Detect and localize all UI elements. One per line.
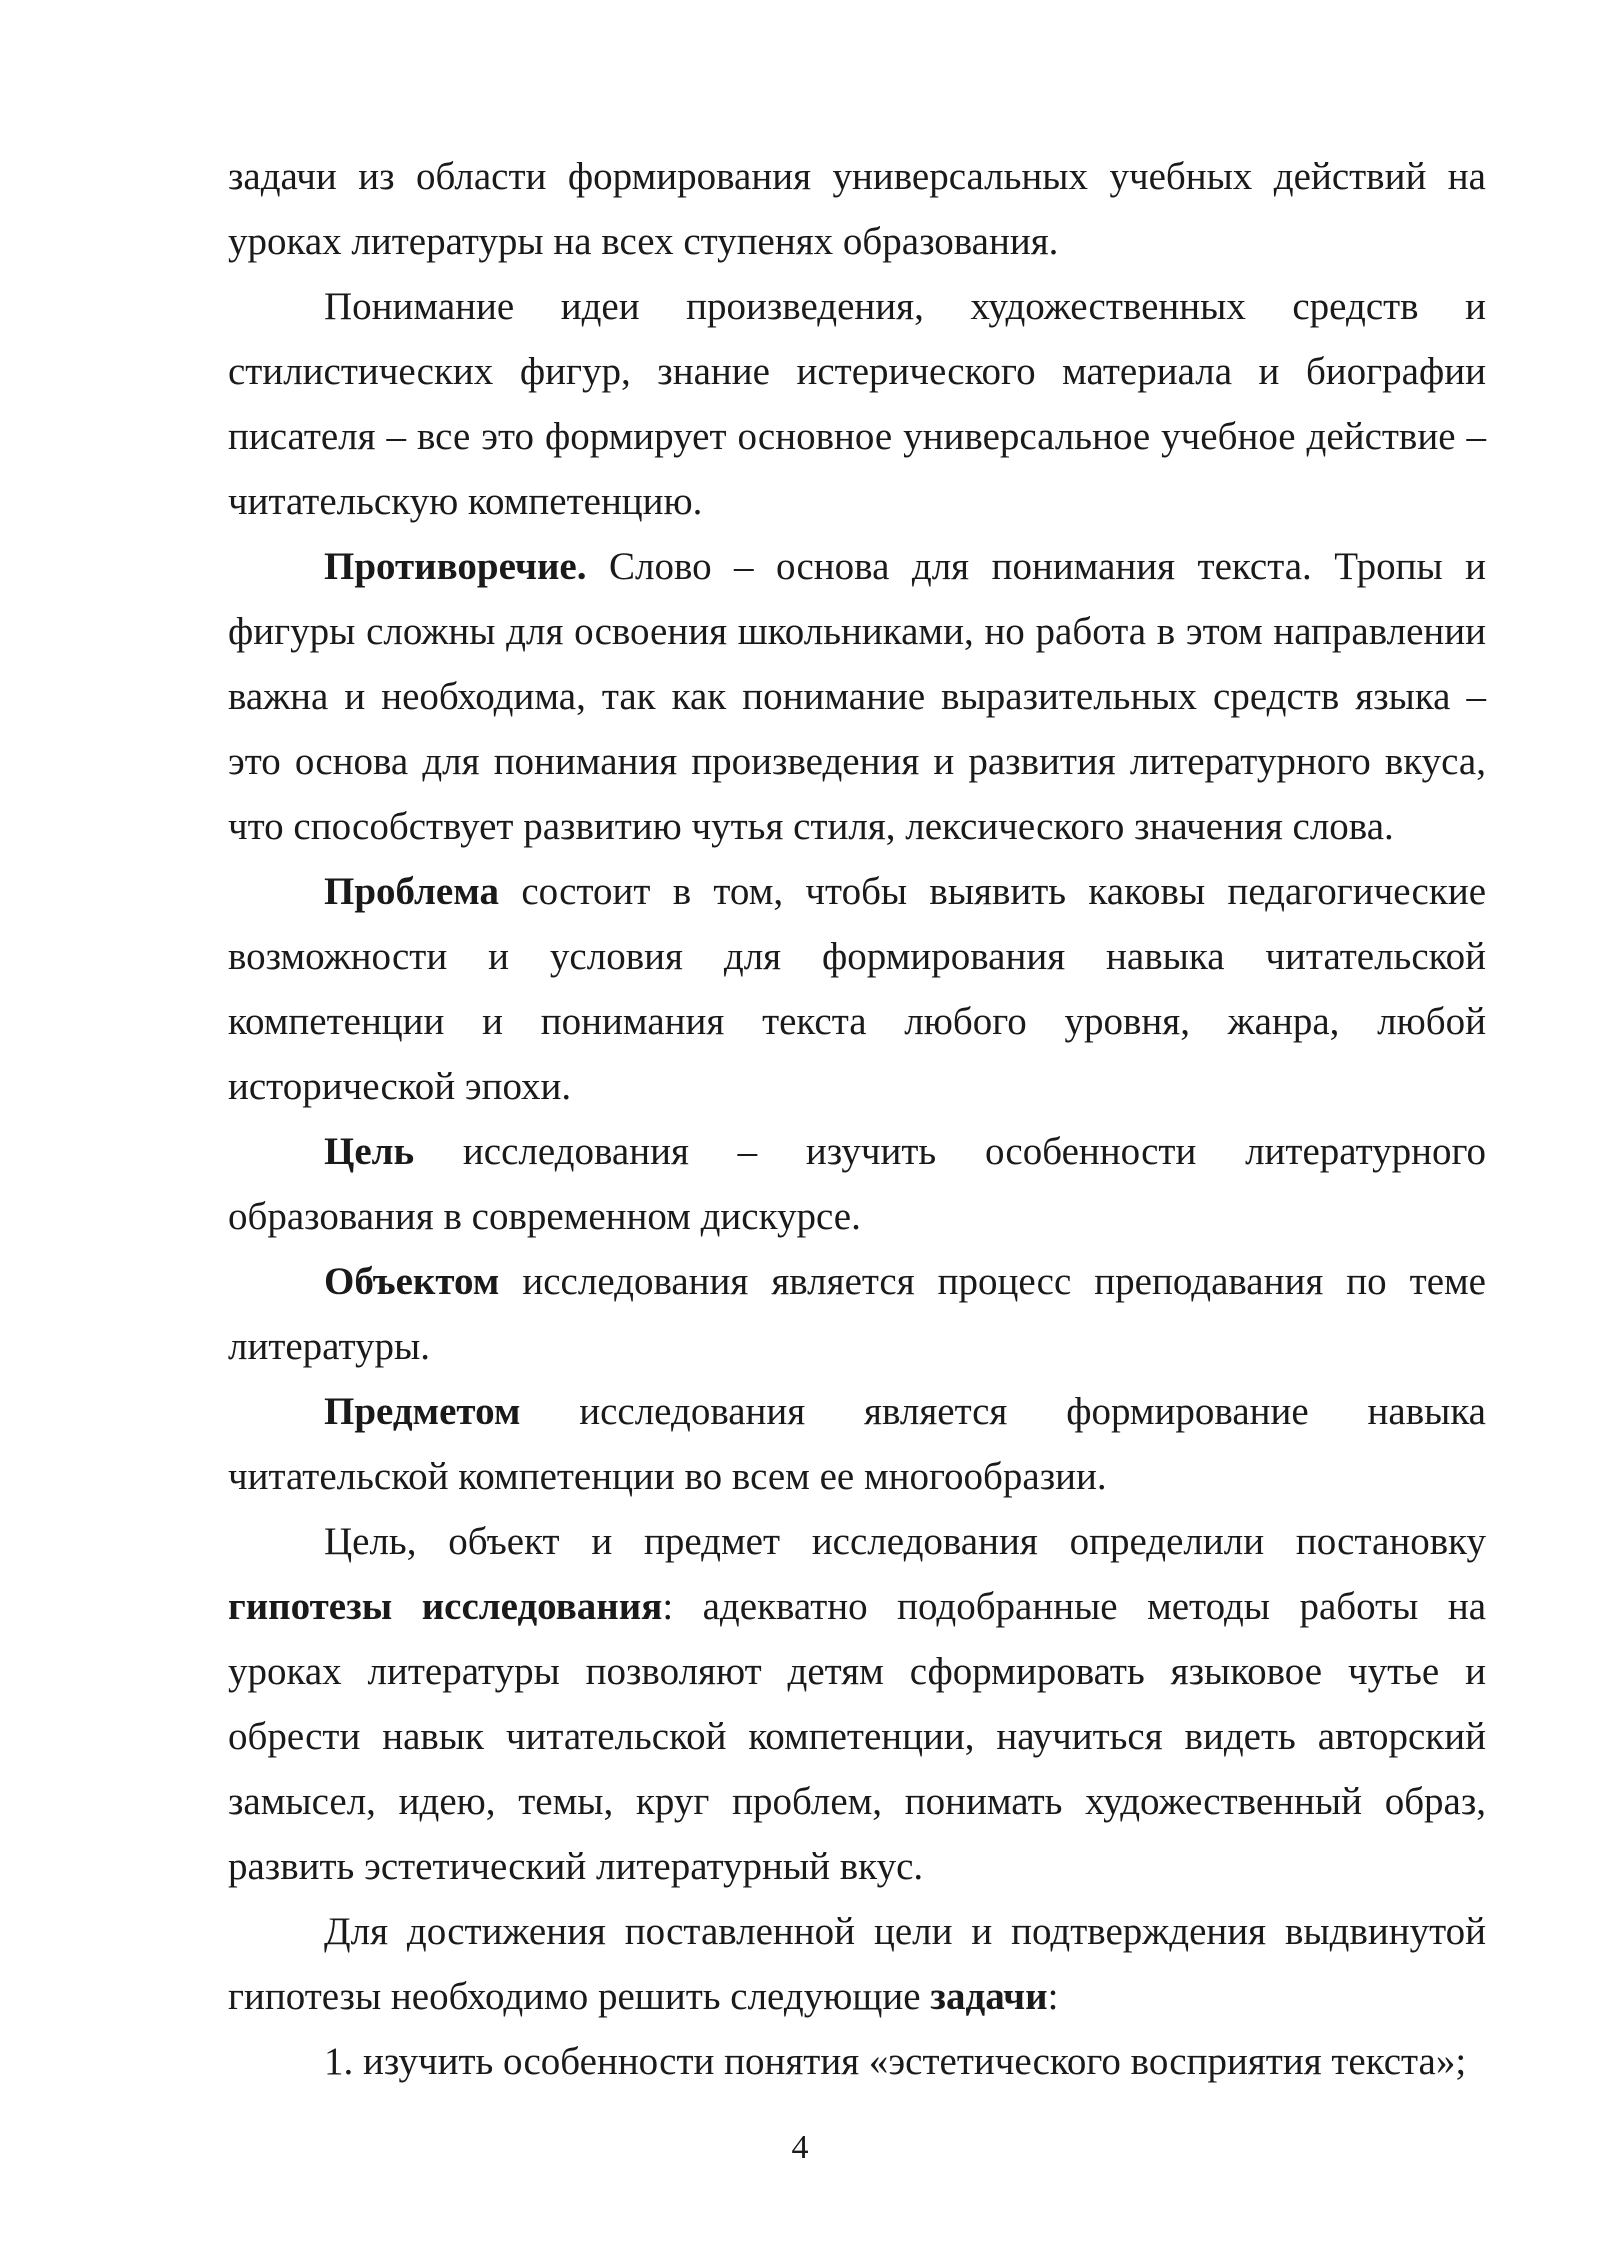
paragraph-lead-bold: Цель [324,1130,415,1173]
paragraph-text: : [1047,1975,1059,2018]
paragraph-lead-bold: Объектом [324,1260,500,1303]
task-list-item [228,2029,1486,2094]
paragraph-lead-bold: Проблема [324,870,500,913]
document-page [228,144,1486,2094]
paragraph-goal [228,1119,1486,1249]
paragraph-text: задачи из области формирования универсальных учебных действий на уроках литературы на всех ступенях образования. [228,155,1486,263]
paragraph-text: Понимание идеи произведения, художественных средств и стилистических фигур, знание истерического материала и биографии писателя – все это формирует основное универсальное учебное действие – читательскую компетенцию. [228,285,1486,523]
paragraph-text: 1. изучить особенности понятия «эстетического восприятия текста»; [324,2040,1467,2083]
paragraph-problem [228,859,1486,1119]
paragraph-object [228,1249,1486,1379]
paragraph-inline-bold: гипотезы исследования [228,1585,663,1628]
paragraph-subject [228,1379,1486,1509]
paragraph-continuation [228,144,1486,274]
paragraph-tasks-intro [228,1899,1486,2029]
paragraph-hypothesis [228,1509,1486,1899]
paragraph-inline-bold: задачи [930,1975,1048,2018]
paragraph-lead-bold: Противоречие. [324,545,587,588]
paragraph-text: состоит в том, чтобы выявить каковы педагогические возможности и условия для формирования навыка читательской компетенции и понимания текста любого уровня, жанра, любой исторической эпохи. [228,870,1486,1108]
paragraph-text: исследования является формирование навыка читательской компетенции во всем ее многообразии. [228,1390,1486,1498]
paragraph-text: Для достижения поставленной цели и подтверждения выдвинутой гипотезы необходимо решить следующие [228,1910,1486,2018]
paragraph-contradiction [228,534,1486,859]
paragraph-text: исследования – изучить особенности литературного образования в современном дискурсе. [228,1130,1486,1238]
paragraph-lead-bold: Предметом [324,1390,521,1433]
paragraph-text: исследования является процесс преподавания по теме литературы. [228,1260,1486,1368]
paragraph-understanding [228,274,1486,534]
paragraph-text: : адекватно подобранные методы работы на уроках литературы позволяют детям сформировать языковое чутье и обрести навык читательской компетенции, научиться видеть авторский замысел, идею, темы, круг проблем, понимать художественный образ, развить эстетический литературный вкус. [228,1585,1487,1888]
paragraph-text: Цель, объект и предмет исследования определили постановку [324,1520,1486,1563]
page-number: 4 [791,2129,809,2166]
paragraph-text: Слово – основа для понимания текста. Тропы и фигуры сложны для освоения школьниками, но работа в этом направлении важна и необходима, так как понимание выразительных средств языка – это основа для понимания произведения и развития литературного вкуса, что способствует развитию чутья стиля, лексического значения слова. [228,545,1486,848]
